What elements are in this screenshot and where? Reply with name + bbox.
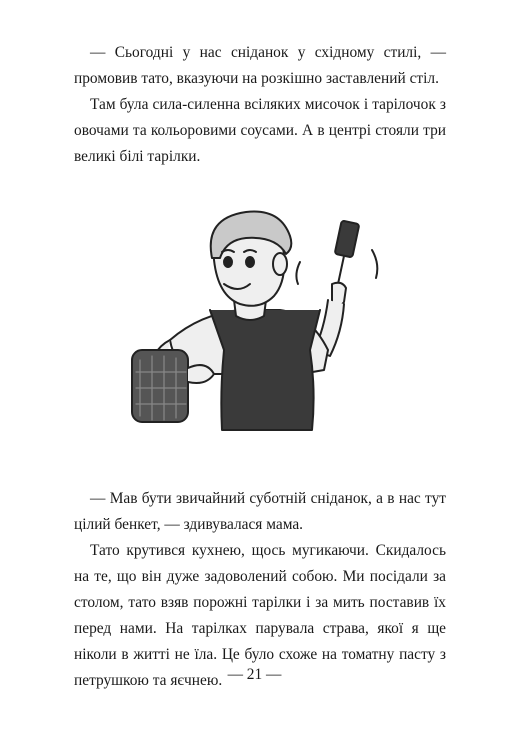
motion-line xyxy=(296,262,300,284)
paragraph: — Мав бути звичайний суботній сніданок, а в нас тут цілий бенкет, — здивувалася мама. xyxy=(74,490,446,533)
paragraph: — Сьогодні у нас сніданок у східному стилі, — промовив тато, вказуючи на розкішно заставлений стіл. xyxy=(74,44,446,87)
eye xyxy=(246,257,254,267)
text-block-top xyxy=(74,40,446,170)
eye xyxy=(224,257,232,267)
spatula-head xyxy=(335,221,360,258)
dad-with-spatula-illustration xyxy=(110,200,410,440)
apron xyxy=(210,310,320,430)
spatula-handle xyxy=(338,256,344,284)
ear xyxy=(273,253,287,275)
motion-line xyxy=(372,250,377,278)
hand-on-towel xyxy=(188,365,214,383)
paragraph: Тато крутився кухнею, щось мугикаючи. Скидалось на те, що він дуже задоволений собою. Ми посідали за столом, тато взяв порожні тарілки і за мить поставив їх перед нами. На тарілках парувала страва, якої я ще ніколи в житті не їла. Це було схоже на томатну пасту з петрушкою та яєчнею. xyxy=(74,542,446,689)
paragraph: Там була сила-силенна всіляких мисочок і тарілочок з овочами та кольоровими соусами. А в центрі стояли три великі білі тарілки. xyxy=(74,96,446,165)
page-number: — 21 — xyxy=(227,666,282,683)
